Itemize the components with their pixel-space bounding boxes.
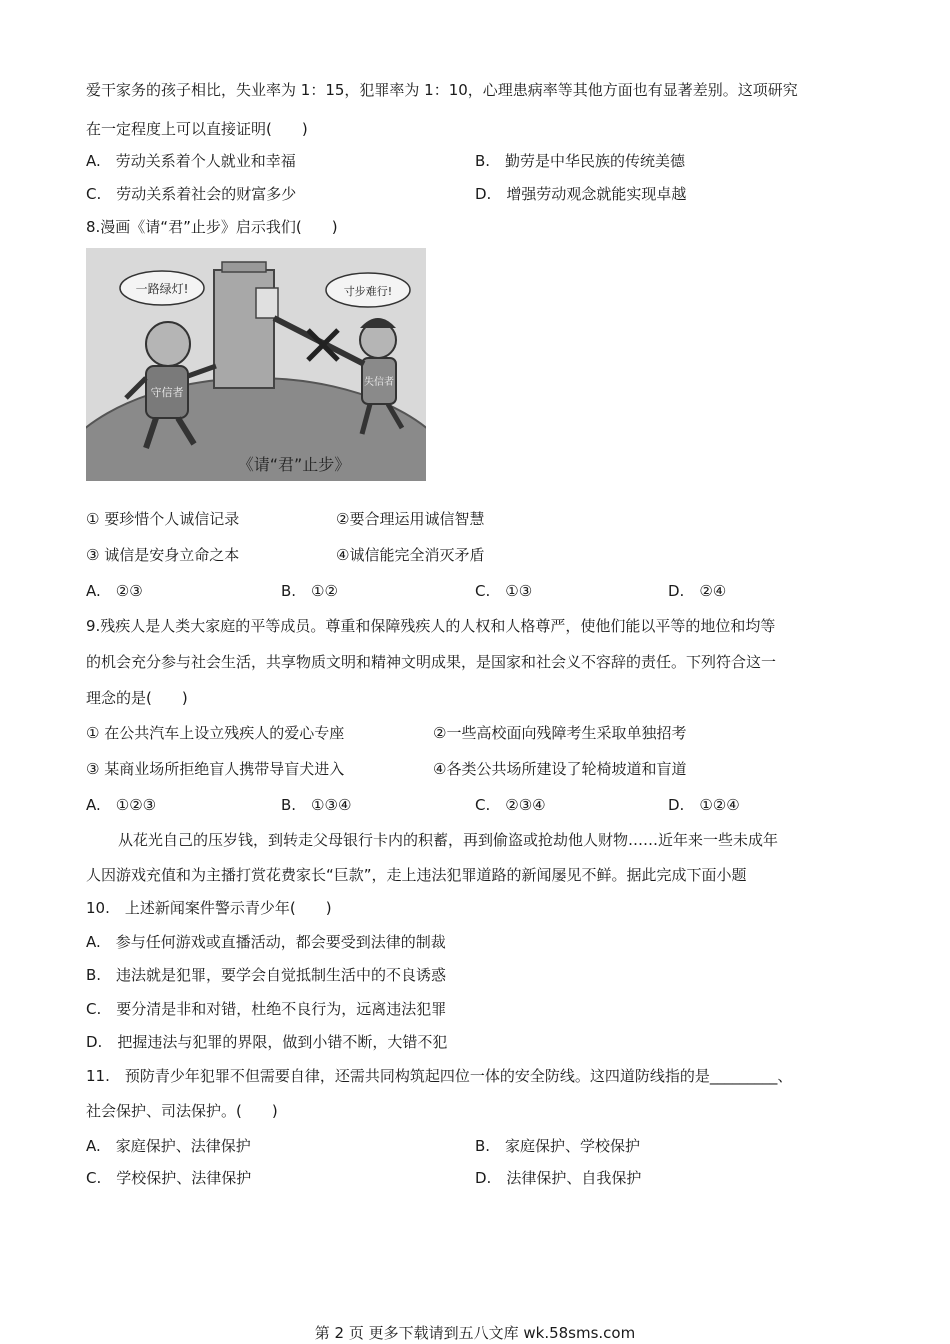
q10-option-a: A. 参与任何游戏或直播活动，都会要受到法律的制裁 [86, 933, 446, 951]
q11-stem-line1: 11. 预防青少年犯罪不但需要自律，还需共同构筑起四位一体的安全防线。这四道防线指的是_________、 [86, 1067, 793, 1085]
comic-caption: 《请“君”止步》 [237, 455, 351, 474]
q9-option-d: D. ①②④ [668, 796, 740, 814]
comic-drawing [86, 248, 426, 481]
q11-option-c: C. 学校保护、法律保护 [86, 1169, 252, 1187]
q9-stem-line1: 9.残疾人是人类大家庭的平等成员。尊重和保障残疾人的人权和人格尊严，使他们能以平等的地位和均等 [86, 617, 776, 635]
q8-statement-1: ① 要珍惜个人诚信记录 [86, 510, 240, 528]
q8-statement-4: ④诚信能完全消灭矛盾 [336, 546, 485, 564]
left-person-head [146, 322, 190, 366]
passage-line2: 人因游戏充值和为主播打赏花费家长“巨款”，走上违法犯罪道路的新闻屡见不鲜。据此完成下面小题 [86, 866, 747, 884]
page-footer: 第 2 页 更多下载请到五八文库 wk.58sms.com [314, 1324, 636, 1342]
q9-stem-line3: 理念的是( ) [86, 689, 188, 707]
q8-option-b: B. ①② [281, 582, 338, 600]
shirt-left-text: 守信者 [150, 386, 184, 399]
q7-option-c: C. 劳动关系着社会的财富多少 [86, 185, 297, 203]
q7-option-d: D. 增强劳动观念就能实现卓越 [475, 185, 687, 203]
comic-image [86, 248, 426, 481]
q11-option-b: B. 家庭保护、学校保护 [475, 1137, 641, 1155]
q7-stem-line2: 在一定程度上可以直接证明( ) [86, 120, 308, 138]
q10-option-c: C. 要分清是非和对错，杜绝不良行为，远离违法犯罪 [86, 1000, 447, 1018]
passage-line1: 从花光自己的压岁钱，到转走父母银行卡内的积蓄，再到偷盗或抢劫他人财物……近年来一些未成年 [118, 831, 779, 849]
q10-option-b: B. 违法就是犯罪，要学会自觉抵制生活中的不良诱惑 [86, 966, 447, 984]
q9-statement-4: ④各类公共场所建设了轮椅坡道和盲道 [433, 760, 687, 778]
q8-statement-3: ③ 诚信是安身立命之本 [86, 546, 240, 564]
q8-option-a: A. ②③ [86, 582, 143, 600]
q11-option-a: A. 家庭保护、法律保护 [86, 1137, 251, 1155]
bubble-right-text: 寸步难行! [343, 285, 393, 298]
bubble-left-text: 一路绿灯! [135, 282, 189, 296]
q10-title: 10. 上述新闻案件警示青少年( ) [86, 899, 332, 917]
q8-option-c: C. ①③ [475, 582, 533, 600]
q9-stem-line2: 的机会充分参与社会生活，共享物质文明和精神文明成果，是国家和社会义不容辞的责任。下列符合这一 [86, 653, 777, 671]
shirt-right-text: 失信者 [364, 377, 394, 388]
q9-option-c: C. ②③④ [475, 796, 546, 814]
q9-statement-3: ③ 某商业场所拒绝盲人携带导盲犬进入 [86, 760, 345, 778]
q7-option-b: B. 勤劳是中华民族的传统美德 [475, 152, 686, 170]
q9-statement-1: ① 在公共汽车上设立残疾人的爱心专座 [86, 724, 345, 742]
q7-option-a: A. 劳动关系着个人就业和幸福 [86, 152, 296, 170]
q11-stem-line2: 社会保护、司法保护。( ) [86, 1102, 278, 1120]
q9-statement-2: ②一些高校面向残障考生采取单独招考 [433, 724, 687, 742]
q9-option-b: B. ①③④ [281, 796, 352, 814]
q10-option-d: D. 把握违法与犯罪的界限，做到小错不断，大错不犯 [86, 1033, 448, 1051]
q8-statement-2: ②要合理运用诚信智慧 [336, 510, 485, 528]
q9-option-a: A. ①②③ [86, 796, 157, 814]
q11-option-d: D. 法律保护、自我保护 [475, 1169, 642, 1187]
q7-stem-line1: 爱干家务的孩子相比，失业率为 1：15，犯罪率为 1：10，心理患病率等其他方面也有显著差别。这项研究 [86, 81, 798, 99]
q8-option-d: D. ②④ [668, 582, 727, 600]
q8-title: 8.漫画《请“君”止步》启示我们( ) [86, 218, 338, 236]
